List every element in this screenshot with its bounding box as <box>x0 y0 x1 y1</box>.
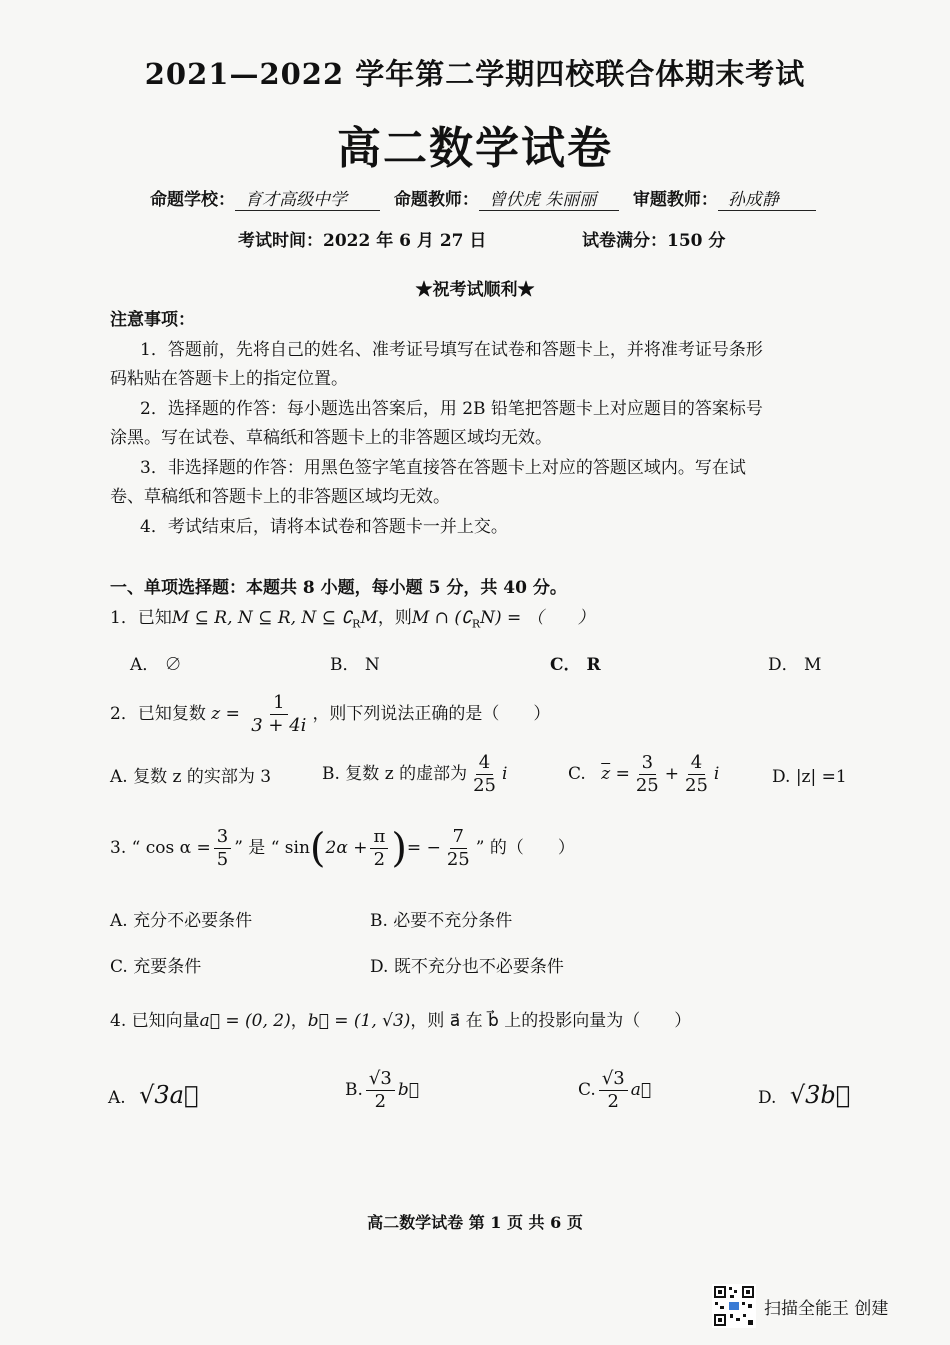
q2-z: z = <box>211 704 240 724</box>
question-1 <box>110 603 595 639</box>
score-label: 试卷满分： <box>582 231 667 251</box>
option-label: C. <box>568 764 586 784</box>
note-line: 4．考试结束后，请将本试卷和答题卡一并上交。 <box>140 517 508 537</box>
exam-score <box>582 226 725 251</box>
fraction <box>214 826 231 871</box>
scanner-watermark: 扫描全能王 创建 <box>764 1299 889 1319</box>
q4-text: ，则 a⃗ 在 b⃗ 上的投影向量为（ ） <box>410 1011 692 1031</box>
q1-option-d[interactable]: D． M <box>768 655 822 675</box>
question-number: 4. <box>110 1011 127 1031</box>
teacher-label: 命题教师： <box>393 190 479 210</box>
numerator: 4 <box>476 752 493 775</box>
blessing: ★祝考试顺利★ <box>415 280 535 300</box>
q1-sub: R <box>471 617 481 631</box>
q2-option-b[interactable] <box>322 752 507 797</box>
reviewer-value: 孙成静 <box>718 185 816 211</box>
numerator: 7 <box>450 826 467 849</box>
q4-option-a[interactable] <box>108 1080 198 1113</box>
imag-unit: i <box>501 764 508 784</box>
q2-text: 已知复数 <box>137 704 206 724</box>
denominator: 5 <box>216 849 229 870</box>
note-line: 2．选择题的作答：每小题选出答案后，用 2B 铅笔把答题卡上对应题目的答案标号 <box>140 399 763 419</box>
numerator: 3 <box>214 826 231 849</box>
numerator: 3 <box>639 752 656 775</box>
note-line: 码粘贴在答题卡上的指定位置。 <box>110 369 348 389</box>
equals: = − <box>406 838 441 858</box>
option-value: √3a⃗ <box>139 1081 199 1109</box>
q2-fraction <box>248 692 309 737</box>
question-number: 3. <box>110 838 127 858</box>
q1-option-a[interactable]: A． ∅ <box>130 655 182 675</box>
q1-text: ，则 <box>377 608 412 628</box>
time-value: 2022 年 6 月 27 日 <box>323 231 487 251</box>
separator: ， <box>290 1011 308 1031</box>
subject-title: 高二数学试卷 <box>337 123 613 174</box>
teacher-value: 曾伏虎 朱丽丽 <box>479 185 619 211</box>
school-value: 育才高级中学 <box>235 185 380 211</box>
fraction <box>682 752 711 797</box>
imag-unit: i <box>713 764 720 784</box>
conj-z: $\overline{z}$ <box>601 764 611 784</box>
fraction <box>444 826 473 871</box>
q3-option-c[interactable]: C. 充要条件 <box>110 957 202 977</box>
note-line: 3．非选择题的作答：用黑色签字笔直接答在答题卡上对应的答题区域内。写在试 <box>140 458 746 478</box>
vector: a⃗ <box>630 1080 652 1100</box>
denominator: 3 + 4i <box>251 715 307 736</box>
fraction <box>370 826 388 871</box>
paren-open: ( <box>309 825 326 872</box>
note-line: 卷、草稿纸和答题卡上的非答题区域均无效。 <box>110 487 450 507</box>
q3-option-d[interactable]: D. 既不充分也不必要条件 <box>370 957 564 977</box>
q4-option-c[interactable] <box>578 1068 651 1113</box>
denominator: 25 <box>635 775 659 796</box>
page-footer: 高二数学试卷 第 1 页 共 6 页 <box>367 1213 583 1232</box>
fraction <box>470 752 499 797</box>
denominator: 25 <box>473 775 496 796</box>
question-3 <box>110 826 575 871</box>
q4-option-d[interactable] <box>758 1080 850 1113</box>
option-label: D. <box>758 1088 777 1108</box>
q4-option-b[interactable] <box>345 1068 419 1113</box>
note-line: 涂黑。写在试卷、草稿纸和答题卡上的非答题区域均无效。 <box>110 428 552 448</box>
q3-option-a[interactable]: A. 充分不必要条件 <box>110 911 253 931</box>
option-text: B. 复数 z 的虚部为 <box>322 764 468 784</box>
vector-a: a⃗ = (0, 2) <box>199 1011 291 1031</box>
exam-time <box>238 226 486 251</box>
section-heading: 一、单项选择题：本题共 8 小题，每小题 5 分，共 40 分。 <box>110 578 567 598</box>
question-2 <box>110 692 550 737</box>
option-label: A. <box>108 1088 126 1108</box>
q3-inner: 2α + <box>325 838 368 858</box>
fraction <box>633 752 662 797</box>
q1-sub: R <box>352 617 361 631</box>
q1-expression: M ∩ (∁ <box>411 608 472 628</box>
numerator: √3 <box>599 1068 628 1091</box>
numerator: 1 <box>270 692 287 715</box>
school-label: 命题学校： <box>150 190 235 210</box>
denominator: 2 <box>374 1091 387 1112</box>
q3-text: “ cos α = <box>131 838 211 858</box>
q2-text: ，则下列说法正确的是（ ） <box>312 704 551 724</box>
denominator: 2 <box>607 1091 619 1112</box>
fraction <box>366 1068 395 1113</box>
option-label: B. <box>345 1080 363 1100</box>
equals: = <box>615 764 630 784</box>
time-label: 考试时间： <box>238 231 323 251</box>
option-value: √3b⃗ <box>789 1081 851 1109</box>
q1-text: 已知 <box>137 608 172 628</box>
plus: + <box>664 764 679 784</box>
denominator: 2 <box>373 849 386 870</box>
notes-title: 注意事项： <box>110 310 195 330</box>
q3-text: ” 的（ ） <box>475 838 575 858</box>
question-number: 1． <box>110 608 138 628</box>
qr-code-icon <box>712 1284 756 1328</box>
paren-close: ) <box>391 825 407 872</box>
q1-option-b[interactable]: B． N <box>330 655 380 675</box>
numerator: 4 <box>688 752 705 775</box>
note-line: 1．答题前，先将自己的姓名、准考证号填写在试卷和答题卡上，并将准考证号条形 <box>140 340 763 360</box>
exam-title: 2021—2022 学年第二学期四校联合体期末考试 <box>144 57 806 91</box>
q1-condition-end: M <box>360 608 378 628</box>
q3-text: ” 是 “ sin <box>234 838 310 858</box>
denominator: 25 <box>446 849 470 870</box>
q1-expression-end: N) = （ ） <box>480 608 595 628</box>
q1-condition: M ⊆ R, N ⊆ R, N ⊆ ∁ <box>171 608 353 628</box>
fraction <box>599 1068 628 1113</box>
q1-option-c[interactable]: C． R <box>550 655 601 675</box>
authors-line <box>150 185 816 211</box>
numerator: √3 <box>366 1068 395 1091</box>
q2-option-d[interactable]: D. |z| =1 <box>772 767 847 787</box>
question-number: 2． <box>110 704 138 724</box>
vector: b⃗ <box>397 1080 419 1100</box>
numerator: π <box>370 826 388 849</box>
q3-option-b[interactable]: B. 必要不充分条件 <box>370 911 513 931</box>
q2-option-a[interactable]: A. 复数 z 的实部为 3 <box>110 767 272 787</box>
question-4 <box>110 1006 691 1036</box>
q4-text: 已知向量 <box>131 1011 200 1031</box>
reviewer-label: 审题教师： <box>632 190 718 210</box>
option-label: C. <box>578 1080 596 1100</box>
q2-option-c[interactable] <box>568 752 719 797</box>
vector-b: b⃗ = (1, √3) <box>307 1011 411 1031</box>
denominator: 25 <box>685 775 708 796</box>
score-value: 150 分 <box>667 231 726 251</box>
